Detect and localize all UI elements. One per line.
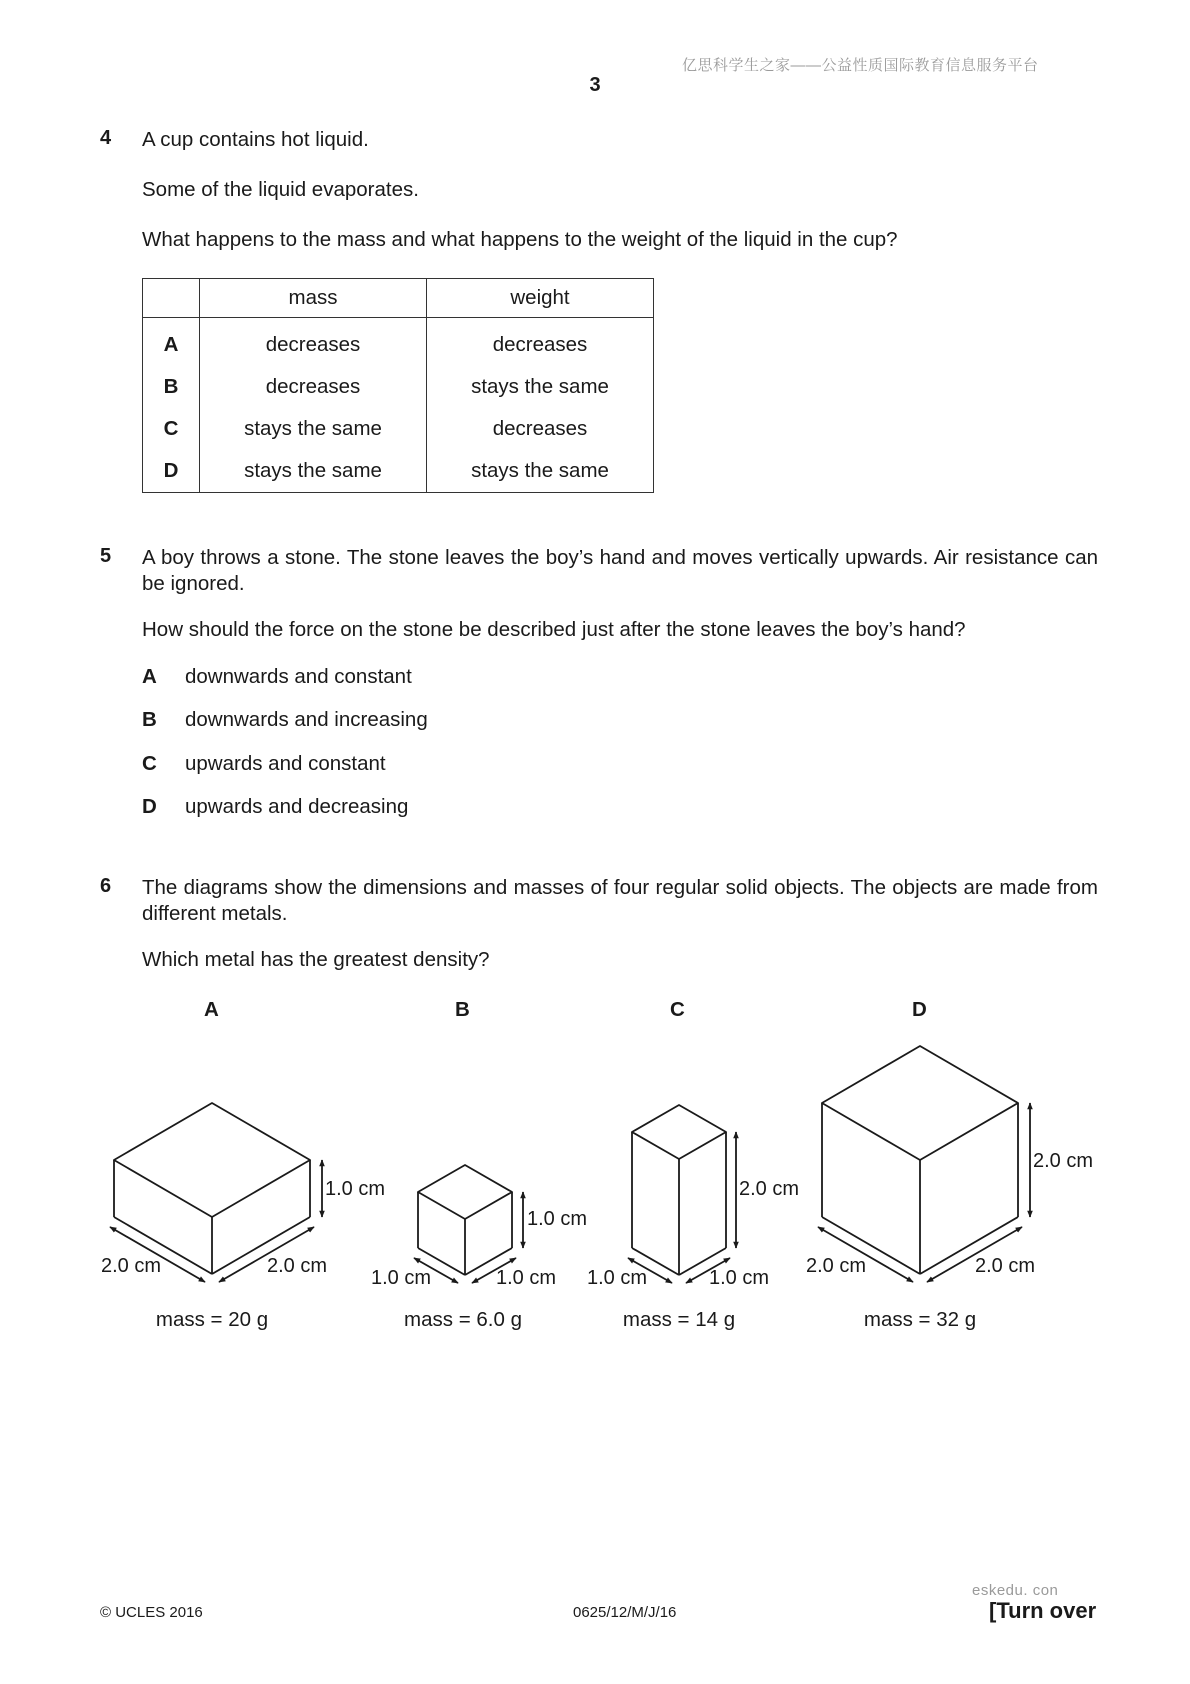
footer-site: eskedu. con	[972, 1582, 1059, 1599]
q4-line1: A cup contains hot liquid.	[142, 128, 369, 151]
q5-option-letter: D	[142, 795, 157, 818]
q5-option-text: upwards and decreasing	[185, 795, 409, 818]
object-c-shape	[632, 1105, 726, 1275]
footer-copyright: © UCLES 2016	[100, 1604, 203, 1621]
q5-number: 5	[100, 545, 112, 567]
object-b-label: B	[455, 998, 470, 1021]
row-weight: decreases	[427, 408, 654, 450]
object-b-left-dim: 1.0 cm	[371, 1267, 432, 1289]
turn-over-label: [Turn over	[989, 1598, 1097, 1623]
object-d-left-dim: 2.0 cm	[806, 1255, 867, 1277]
q4-header-mass: mass	[200, 279, 427, 318]
q5-option-text: downwards and increasing	[185, 708, 428, 731]
object-c-mass: mass = 14 g	[622, 1308, 736, 1331]
object-c-height-dim: 2.0 cm	[739, 1178, 800, 1200]
page-number: 3	[589, 74, 601, 96]
footer-paper-code: 0625/12/M/J/16	[573, 1604, 677, 1621]
header-watermark: 亿思科学生之家——公益性质国际教育信息服务平台	[682, 57, 1039, 74]
object-d-mass: mass = 32 g	[863, 1308, 977, 1331]
row-weight: stays the same	[427, 366, 654, 408]
q5-option-text: upwards and constant	[185, 752, 386, 775]
row-letter: D	[143, 450, 200, 493]
object-a-height-dim: 1.0 cm	[325, 1178, 386, 1200]
object-c-label: C	[670, 998, 685, 1021]
q6-question: Which metal has the greatest density?	[142, 948, 490, 971]
q6-stem: The diagrams show the dimensions and masses of four regular solid objects. The objects are made from different metals.	[142, 876, 1098, 925]
row-mass: decreases	[200, 366, 427, 408]
row-letter: B	[143, 366, 200, 408]
row-weight: decreases	[427, 318, 654, 367]
row-letter: C	[143, 408, 200, 450]
object-d-label: D	[912, 998, 927, 1021]
q4-header-weight: weight	[427, 279, 654, 318]
q6-number: 6	[100, 875, 112, 897]
q4-question: What happens to the mass and what happens to the weight of the liquid in the cup?	[142, 228, 898, 251]
row-mass: stays the same	[200, 450, 427, 493]
object-a-right-dim: 2.0 cm	[267, 1255, 328, 1277]
row-mass: decreases	[200, 318, 427, 367]
row-letter: A	[143, 318, 200, 367]
q5-stem: A boy throws a stone. The stone leaves the boy’s hand and moves vertically upwards. Air resistance can be ignored.	[142, 546, 1098, 595]
q5-option-letter: B	[142, 708, 157, 731]
row-weight: stays the same	[427, 450, 654, 493]
object-b-mass: mass = 6.0 g	[404, 1308, 522, 1331]
object-d-shape	[822, 1046, 1018, 1274]
object-a-mass: mass = 20 g	[155, 1308, 269, 1331]
q5-option-letter: A	[142, 665, 157, 688]
object-a-left-dim: 2.0 cm	[101, 1255, 162, 1277]
object-d-right-dim: 2.0 cm	[975, 1255, 1036, 1277]
row-mass: stays the same	[200, 408, 427, 450]
q4-number: 4	[100, 127, 112, 149]
object-a-label: A	[204, 998, 219, 1021]
object-b-height-dim: 1.0 cm	[527, 1208, 588, 1230]
object-c-left-dim: 1.0 cm	[587, 1267, 648, 1289]
object-c-right-dim: 1.0 cm	[709, 1267, 770, 1289]
object-d-height-dim: 2.0 cm	[1033, 1150, 1094, 1172]
object-b-right-dim: 1.0 cm	[496, 1267, 557, 1289]
object-b-shape	[418, 1165, 512, 1275]
q4-line2: Some of the liquid evaporates.	[142, 178, 419, 201]
object-a-shape	[114, 1103, 310, 1274]
q5-question: How should the force on the stone be described just after the stone leaves the boy’s hand?	[142, 618, 966, 641]
q5-option-text: downwards and constant	[185, 665, 412, 688]
q5-option-letter: C	[142, 752, 157, 775]
